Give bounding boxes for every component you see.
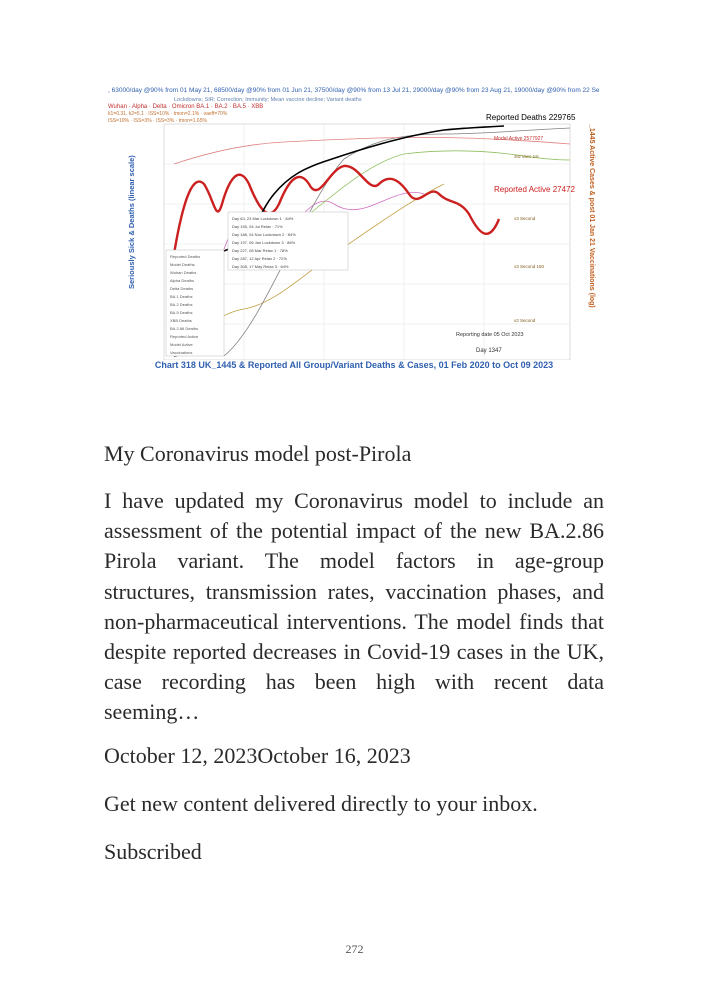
y-axis-label-left: Seriously Sick & Deaths (linear scale) <box>127 155 136 289</box>
chart-svg <box>104 84 604 360</box>
grid-lines <box>164 124 570 360</box>
svg-text:BA.5 Deaths: BA.5 Deaths <box>170 310 193 315</box>
published-date: October 12, 2023 <box>104 743 258 768</box>
reported-deaths-label: Reported Deaths 229765 <box>486 113 576 122</box>
chart-top-line: , 63000/day @90% from 01 May 21, 68500/day @90% from 01 Jun 21, 37500/day @90% from 13 Jul 21, 29000/day @90% from 23 Aug 21, 19000/day @90% from 22 Se <box>108 87 600 94</box>
updated-date: October 16, 2023 <box>257 743 411 768</box>
svg-text:Model Deaths: Model Deaths <box>170 262 195 267</box>
post-title[interactable]: My Coronavirus model post-Pirola <box>104 441 412 466</box>
day-label: Day 1347 <box>476 348 502 354</box>
subscribe-prompt: Get new content delivered directly to your inbox. <box>104 791 538 816</box>
chart-caption: Chart 318 UK_1445 & Reported All Group/Variant Deaths & Cases, 01 Feb 2020 to Oct 09 2023 <box>154 360 554 370</box>
post-dates <box>104 742 604 770</box>
y-axis-label-right: _1445 Active Cases & post 01 Jan 21 Vaccinations (log) <box>588 124 595 308</box>
svg-text:Reported Deaths: Reported Deaths <box>170 254 201 259</box>
svg-text:Day 287, 12 Apr Relax 2 · 72%: Day 287, 12 Apr Relax 2 · 72% <box>232 256 287 261</box>
svg-text:Reported Active: Reported Active <box>170 334 199 339</box>
svg-text:XBB Deaths: XBB Deaths <box>170 318 192 323</box>
svg-text:Wuhan Deaths: Wuhan Deaths <box>170 270 197 275</box>
svg-text:BA.2.86 Deaths: BA.2.86 Deaths <box>170 326 199 331</box>
chart-variant-row: Wuhan · Alpha · Delta · Omicron BA.1 · BA.2 · BA.5 · XBB <box>108 104 264 110</box>
svg-text:Day 197, 06 Jan Lockdown 3 · 8: Day 197, 06 Jan Lockdown 3 · 86% <box>232 240 296 245</box>
chart-param-row-2: ISS=10% · ISS=3% · ISS=3% · tmon=1.65% <box>108 118 207 124</box>
svg-text:Alpha Deaths: Alpha Deaths <box>170 278 195 283</box>
svg-text:v3 Second: v3 Second <box>514 318 536 323</box>
svg-text:v3 Second: v3 Second <box>514 216 536 221</box>
chart-param-row-1: k1=0.31, k2=5.1 · ISS=10% · tmon=2.1% · vaeff=70% <box>108 111 228 117</box>
subscribed-button[interactable]: Subscribed <box>104 839 202 864</box>
right-side-annotations <box>514 154 545 323</box>
svg-text:Delta Deaths: Delta Deaths <box>170 286 194 291</box>
reported-active-label: Reported Active 27472 <box>494 185 575 194</box>
svg-text:Day 227, 08 Mar Relax 1 · 78%: Day 227, 08 Mar Relax 1 · 78% <box>232 248 288 253</box>
svg-text:v3 Second 150: v3 Second 150 <box>514 264 545 269</box>
svg-text:BA.1 Deaths: BA.1 Deaths <box>170 294 193 299</box>
svg-text:Day 155, 04 Jul Relax · 71%: Day 155, 04 Jul Relax · 71% <box>232 224 283 229</box>
chart-figure <box>104 84 604 360</box>
chart-header-line-2: Lockdowns; SIR; Correction; Immunity; Mean vaccine decline; Variant deaths <box>174 97 362 103</box>
page-number: 272 <box>345 942 364 956</box>
svg-text:Model Active: Model Active <box>170 342 193 347</box>
svg-text:Day 188, 04 Nov Lockdown 2 · 8: Day 188, 04 Nov Lockdown 2 · 84% <box>232 232 296 237</box>
post-excerpt: I have updated my Coronavirus model to include an assessment of the potential impact of the new BA.2.86 Pirola variant. The model factors in age-group structures, transmission rates, vaccination phases, and non-pharmaceutical interventions. The model finds that despite reported decreases in Covid-19 cases in the UK, case recording has been high with recent data seeming… <box>104 488 604 725</box>
svg-text:Vaccinations: Vaccinations <box>170 350 193 355</box>
plot-area <box>164 124 570 360</box>
svg-text:3rd Vacc 1st: 3rd Vacc 1st <box>514 154 539 159</box>
svg-text:Day 308, 17 May Relax 3 · 64%: Day 308, 17 May Relax 3 · 64% <box>232 264 289 269</box>
reporting-date-label: Reporting date 05 Oct 2023 <box>456 332 524 338</box>
svg-text:BA.2 Deaths: BA.2 Deaths <box>170 302 193 307</box>
model-active-label: Model Active 2577927 <box>494 136 544 142</box>
svg-text:Day 63, 23 Mar Lockdown 1 · 84: Day 63, 23 Mar Lockdown 1 · 84% <box>232 216 294 221</box>
